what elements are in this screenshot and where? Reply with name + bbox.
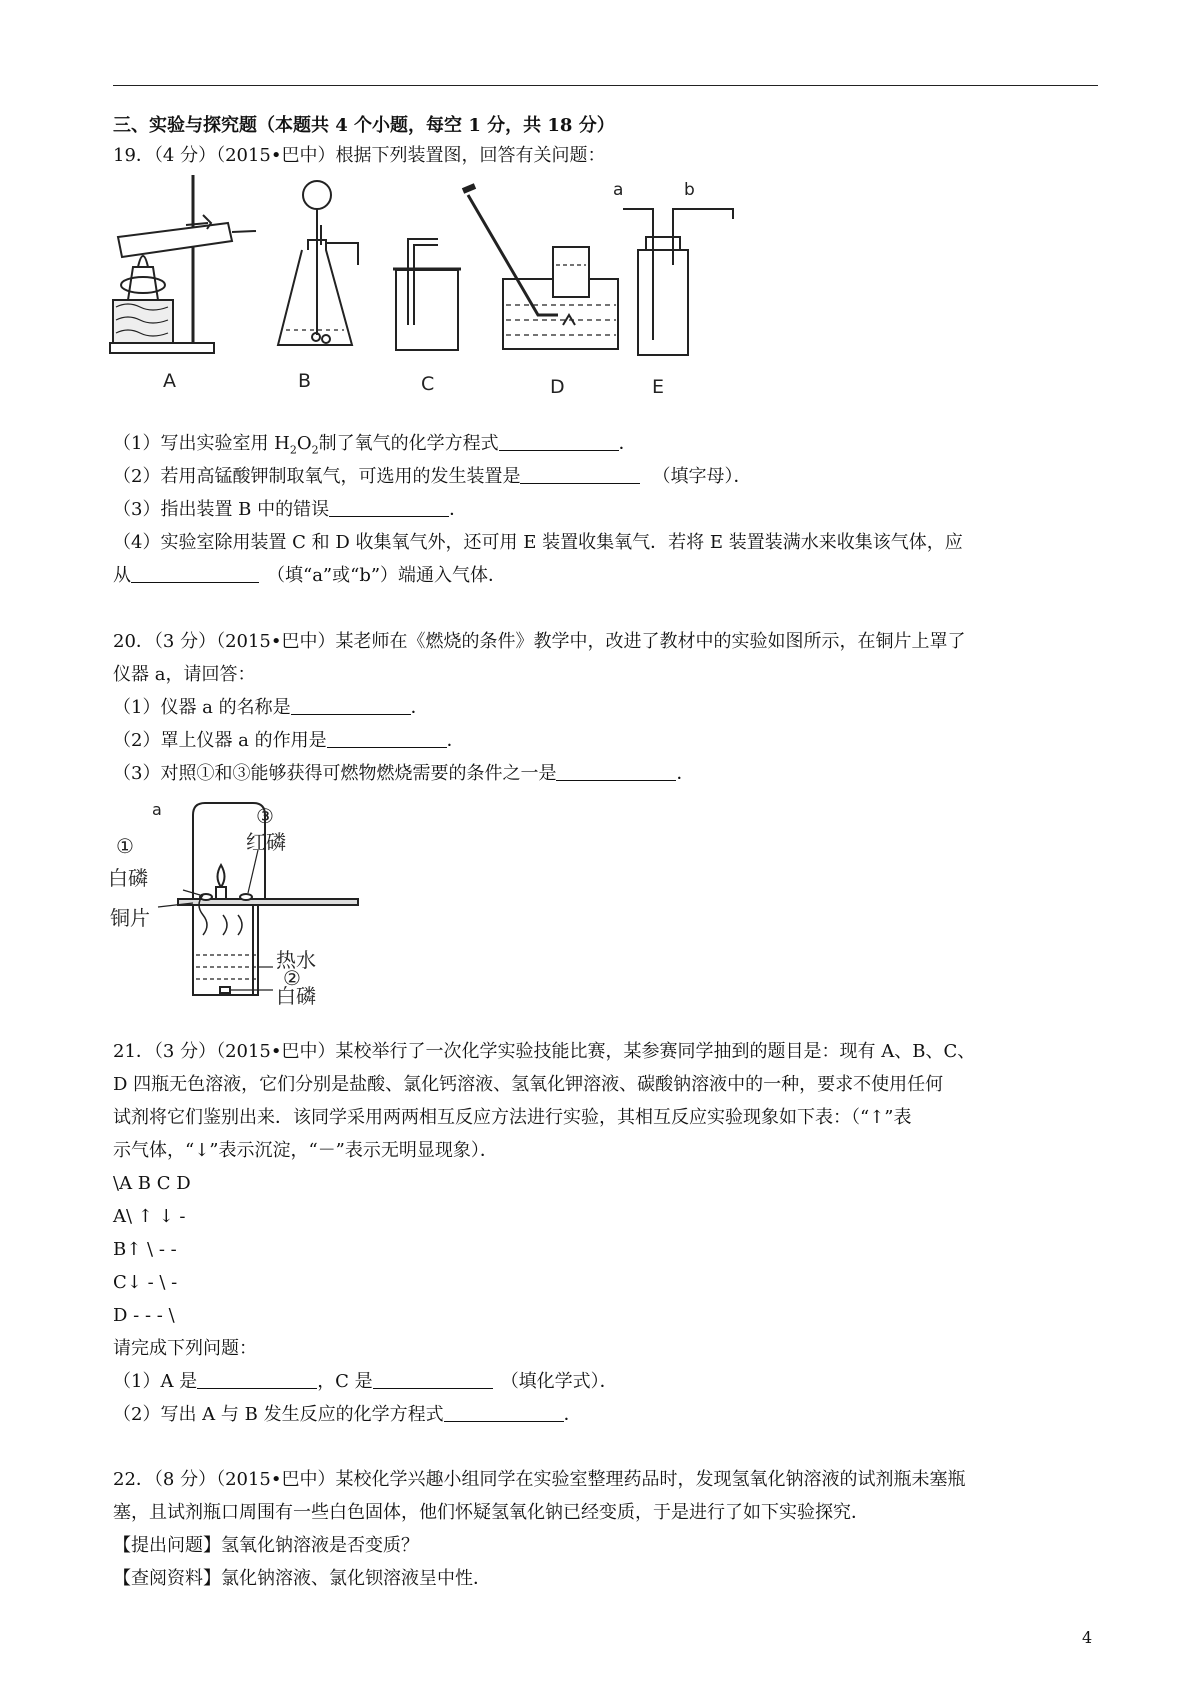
label-red-phosphorus: 红磷 <box>246 830 286 854</box>
q22-stem-line-2: 塞，且试剂瓶口周围有一些白色固体，他们怀疑氢氧化钠已经变质，于是进行了如下实验探究． <box>113 1502 869 1523</box>
apparatus-label-e: E <box>652 376 665 398</box>
apparatus-label-b: B <box>298 370 312 392</box>
label-number-2: ② <box>283 966 301 990</box>
answer-blank[interactable] <box>131 564 259 583</box>
q20-part-3: （3）对照①和③能够获得可燃物燃烧需要的条件之一是 ． <box>113 763 695 784</box>
answer-blank[interactable] <box>556 762 676 781</box>
q19-part-3: （3）指出装置 B 中的错误 ． <box>113 499 468 520</box>
q20-combustion-figure <box>108 795 368 1005</box>
q22-stem-line-1: 22．（8 分）（2015•巴中）某校化学兴趣小组同学在实验室整理药品时，发现氢氧化钠溶液的试剂瓶未塞瓶 <box>113 1469 966 1490</box>
answer-blank[interactable] <box>291 696 411 715</box>
table-row: C↓ - \ - <box>113 1272 178 1293</box>
q19-stem: 19．（4 分）（2015•巴中）根据下列装置图，回答有关问题： <box>113 145 606 166</box>
q22-reference: 【查阅资料】氯化钠溶液、氯化钡溶液呈中性． <box>113 1568 491 1589</box>
q20-part-2: （2）罩上仪器 a 的作用是 ． <box>113 730 465 751</box>
q21-stem-line-1: 21．（3 分）（2015•巴中）某校举行了一次化学实验技能比赛，某参赛同学抽到的题目是：现有 A、B、C、 <box>113 1041 976 1062</box>
label-copper-plate: 铜片 <box>110 906 150 930</box>
q19-part-1: （1）写出实验室用 $H_2O_2$制了氧气的化学方程式 ． <box>113 433 637 457</box>
label-number-3: ③ <box>256 804 274 828</box>
page-number: 4 <box>1082 1628 1093 1647</box>
apparatus-label-d: D <box>550 376 565 398</box>
section-title: 三、实验与探究题（本题共 4 个小题，每空 1 分，共 18 分） <box>113 115 615 136</box>
answer-blank[interactable] <box>499 432 619 451</box>
answer-blank[interactable] <box>520 465 640 484</box>
q21-prompt: 请完成下列问题： <box>113 1338 257 1359</box>
q21-stem-line-2: D 四瓶无色溶液，它们分别是盐酸、氯化钙溶液、氢氧化钾溶液、碳酸钠溶液中的一种，要求不使用任何 <box>113 1074 944 1095</box>
label-number-1: ① <box>116 834 134 858</box>
apparatus-label-c: C <box>421 373 435 395</box>
table-row: B↑ \ - - <box>113 1239 177 1260</box>
apparatus-a-label: a <box>152 800 162 819</box>
tube-label-a: a <box>613 180 624 200</box>
q21-part-2: （2）写出 A 与 B 发生反应的化学方程式 ． <box>113 1404 582 1425</box>
q19-part-2: （2）若用高锰酸钾制取氧气，可选用的发生装置是 （填字母）． <box>113 466 752 487</box>
table-row: \A B C D <box>113 1173 191 1194</box>
answer-blank[interactable] <box>373 1370 493 1389</box>
answer-blank[interactable] <box>197 1370 317 1389</box>
q19-apparatus-figure <box>108 175 808 420</box>
label-white-phosphorus-bottom: 白磷 <box>276 984 316 1005</box>
label-white-phosphorus-top: 白磷 <box>108 866 148 890</box>
tube-label-b: b <box>684 180 695 200</box>
answer-blank[interactable] <box>329 498 449 517</box>
q20-part-1: （1）仪器 a 的名称是 ． <box>113 697 429 718</box>
q21-stem-line-3: 试剂将它们鉴别出来．该同学采用两两相互反应方法进行实验，其相互反应实验现象如下表：（“↑”表 <box>113 1107 912 1128</box>
table-row: D - - - \ <box>113 1305 175 1326</box>
q20-stem-line-2: 仪器 a，请回答： <box>113 664 256 685</box>
q19-part-4-line-2: 从 （填“a”或“b”）端通入气体． <box>113 565 507 586</box>
q21-stem-line-4: 示气体，“↓”表示沉淀，“－”表示无明显现象）． <box>113 1140 498 1161</box>
q20-stem-line-1: 20．（3 分）（2015•巴中）某老师在《燃烧的条件》教学中，改进了教材中的实验如图所示，在铜片上罩了 <box>113 631 966 652</box>
answer-blank[interactable] <box>444 1403 564 1422</box>
answer-blank[interactable] <box>327 729 447 748</box>
q19-part-4-line-1: （4）实验室除用装置 C 和 D 收集氧气外，还可用 E 装置收集氧气．若将 E 装置装满水来收集该气体，应 <box>113 532 963 553</box>
label-hot-water: 热水 <box>276 948 316 972</box>
apparatus-label-a: A <box>163 370 176 392</box>
table-row: A\ ↑ ↓ - <box>113 1206 186 1227</box>
header-rule <box>113 85 1098 86</box>
q21-part-1: （1）A 是 ，C 是 （填化学式）． <box>113 1371 618 1392</box>
q22-question: 【提出问题】氢氧化钠溶液是否变质？ <box>113 1535 419 1556</box>
